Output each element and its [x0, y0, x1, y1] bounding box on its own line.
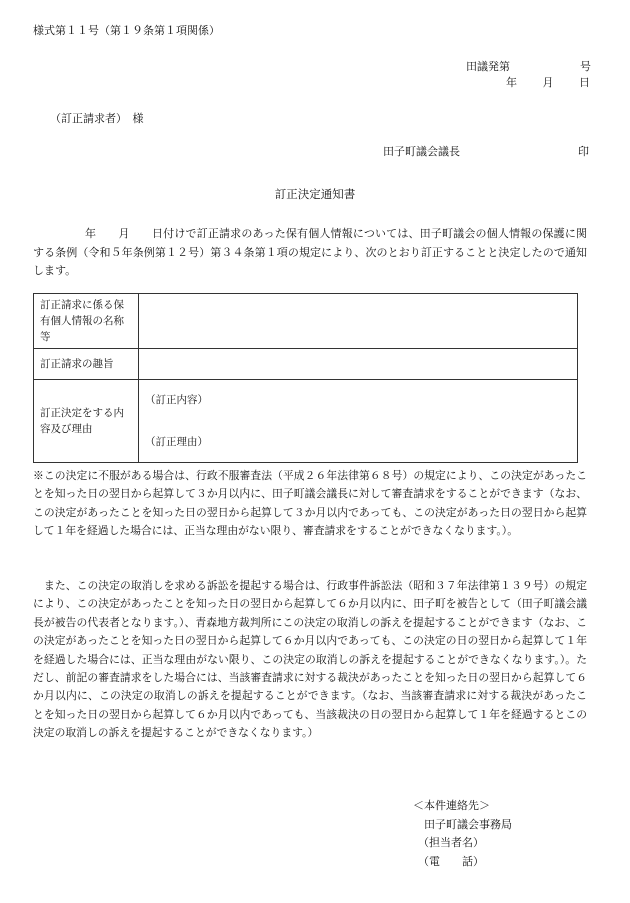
- intro-paragraph: 年 月 日付けで訂正請求のあった保有個人情報については、田子町議会の個人情報の保護に関する条例（令和５年条例第１２号）第３４条第１項の規定により、次のとおり訂正することと決定したので通知します。: [33, 227, 587, 277]
- lawsuit-note: また、この決定の取消しを求める訴訟を提起する場合は、行政事件訴訟法（昭和３７年法律第１３９号）の規定により、この決定があったことを知った日の翌日から起算して６か月以内に、田子町を被告として（田子町議会議長が被告の代表者となります。）、青森地方裁判所にこの決定の取消しの訴えを提起することができます（なお、この決定があったことを知った日の翌日から起算して６か月以内であっても、この決定の日の翌日から起算して１年を経過した場合には、正当な理由がない限り、この決定の取消しの訴えを提起することができなくなります。）。ただし、前記の審査請求をした場合には、当該審査請求に対する裁決があったことを知った日の翌日から起算して６か月以内に、この決定の取消しの訴えを提起することができます。（なお、当該審査請求に対する裁決があったことを知った日の翌日から起算して６か月以内であっても、当該裁決の日の翌日から起算して１年を経過するとこの決定の取消しの訴えを提起することができなくなります。）: [33, 579, 587, 740]
- table-row: [34, 380, 578, 463]
- decision-table: [33, 293, 578, 463]
- addressee: （訂正請求者） 様: [50, 112, 144, 125]
- correction-content-label: （訂正内容）: [145, 394, 208, 406]
- document-title: 訂正決定通知書: [274, 187, 356, 201]
- document-date: [506, 74, 590, 90]
- row-label-purpose: 訂正請求の趣旨: [34, 349, 139, 380]
- row-label-decision: 訂正決定をする内容及び理由: [34, 380, 139, 463]
- contact-phone: （電 話）: [418, 854, 484, 868]
- info-name-cell: [139, 294, 578, 349]
- table-row: [34, 294, 578, 349]
- contact-person: （担当者名）: [418, 836, 484, 849]
- date-year: 年: [506, 76, 517, 89]
- contact-office: 田子町議会事務局: [424, 817, 512, 831]
- purpose-cell: [139, 349, 578, 380]
- decision-cell: [139, 380, 578, 463]
- correction-reason-label: （訂正理由）: [145, 436, 208, 448]
- date-month: 月: [542, 76, 554, 89]
- form-number: 様式第１１号（第１９条第１項関係）: [33, 24, 220, 37]
- document-number: [466, 58, 591, 74]
- doc-number-suffix: 号: [580, 60, 591, 73]
- table-row: [34, 349, 578, 380]
- sender-name: 田子町議会議長: [383, 145, 460, 158]
- contact-block: [413, 797, 512, 871]
- seal-mark: 印: [578, 145, 589, 158]
- doc-number-prefix: 田議発第: [466, 60, 510, 73]
- appeal-note: ※この決定に不服がある場合は、行政不服審査法（平成２６年法律第６８号）の規定により、この決定があったことを知った日の翌日から起算して３か月以内に、田子町議会議長に対して審査請求をすることができます（なお、この決定があったことを知った日の翌日から起算して３か月以内であっても、この決定があった日の翌日から起算して１年を経過した場合には、正当な理由がない限り、審査請求をすることができなくなります。）。: [33, 469, 587, 538]
- date-day: 日: [579, 76, 590, 89]
- row-label-info-name: 訂正請求に係る保有個人情報の名称等: [34, 294, 139, 349]
- contact-heading: ＜本件連絡先＞: [413, 799, 490, 812]
